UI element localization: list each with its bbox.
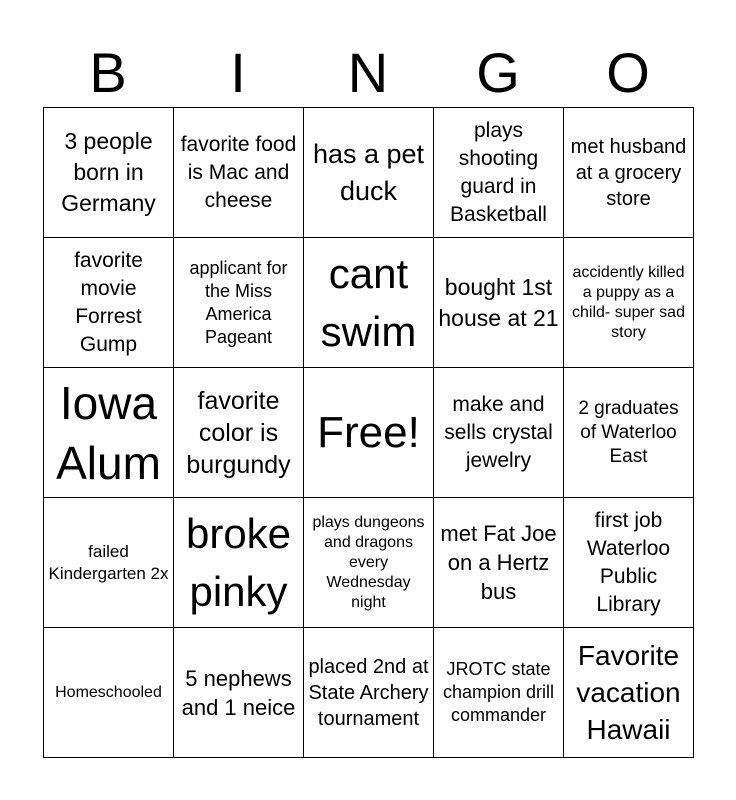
- bingo-cell-n5[interactable]: [304, 628, 434, 758]
- cell-label: Favorite vacation Hawaii: [576, 640, 681, 745]
- cell-label: favorite food is Mac and cheese: [180, 132, 297, 212]
- bingo-cell-i5[interactable]: [174, 628, 304, 758]
- bingo-cell-b4[interactable]: [44, 498, 174, 628]
- header-letter-n: N: [347, 41, 389, 104]
- cell-label: cant swim: [320, 249, 417, 355]
- cell-label: has a pet duck: [312, 138, 425, 206]
- cell-label: favorite movie Forrest Gump: [74, 248, 143, 356]
- cell-label: accidently killed a puppy as a child- super sad story: [572, 263, 685, 341]
- bingo-cell-i1[interactable]: [174, 108, 304, 238]
- header-letter-g: G: [476, 41, 520, 104]
- cell-label: plays shooting guard in Basketball: [450, 118, 547, 226]
- bingo-cell-n4[interactable]: [304, 498, 434, 628]
- bingo-cell-o3[interactable]: [564, 368, 694, 498]
- header-letter-i: I: [230, 41, 246, 104]
- cell-label: 5 nephews and 1 neice: [181, 665, 296, 720]
- cell-label: met husband at a grocery store: [570, 135, 687, 210]
- cell-label: Homeschooled: [55, 683, 162, 701]
- bingo-cell-n3[interactable]: [304, 368, 434, 498]
- bingo-cell-i2[interactable]: [174, 238, 304, 368]
- bingo-cell-n2[interactable]: [304, 238, 434, 368]
- bingo-cell-b1[interactable]: [44, 108, 174, 238]
- bingo-cell-i4[interactable]: [174, 498, 304, 628]
- bingo-cell-o4[interactable]: [564, 498, 694, 628]
- cell-label: applicant for the Miss America Pageant: [189, 257, 288, 347]
- bingo-cell-g5[interactable]: [434, 628, 564, 758]
- bingo-cell-n1[interactable]: [304, 108, 434, 238]
- bingo-cell-i3[interactable]: [174, 368, 304, 498]
- bingo-cell-o1[interactable]: [564, 108, 694, 238]
- bingo-cell-g3[interactable]: [434, 368, 564, 498]
- bingo-cell-g4[interactable]: [434, 498, 564, 628]
- cell-label: failed Kindergarten 2x: [48, 541, 169, 583]
- bingo-cell-b3[interactable]: [44, 368, 174, 498]
- header-letter-o: O: [606, 41, 650, 104]
- bingo-cell-b5[interactable]: [44, 628, 174, 758]
- bingo-cell-o2[interactable]: [564, 238, 694, 368]
- bingo-cell-g1[interactable]: [434, 108, 564, 238]
- cell-label: plays dungeons and dragons every Wednesday night: [312, 513, 425, 611]
- cell-label: JROTC state champion drill commander: [442, 659, 555, 725]
- cell-label: first job Waterloo Public Library: [586, 508, 671, 616]
- cell-label: bought 1st house at 21: [438, 273, 559, 331]
- bingo-cell-g2[interactable]: [434, 238, 564, 368]
- cell-label: placed 2nd at State Archery tournament: [308, 655, 429, 730]
- header-letter-b: B: [89, 41, 127, 104]
- cell-label: favorite color is burgundy: [186, 386, 291, 479]
- bingo-cell-b2[interactable]: [44, 238, 174, 368]
- cell-label: Iowa Alum: [56, 376, 161, 489]
- bingo-header: [43, 40, 693, 106]
- bingo-board: [43, 107, 694, 758]
- cell-label: met Fat Joe on a Hertz bus: [440, 521, 557, 604]
- cell-label: make and sells crystal jewelry: [444, 392, 553, 472]
- cell-label: broke pinky: [185, 509, 292, 615]
- bingo-cell-o5[interactable]: [564, 628, 694, 758]
- cell-label: 3 people born in Germany: [61, 128, 156, 216]
- cell-label: Free!: [317, 407, 420, 457]
- cell-label: 2 graduates of Waterloo East: [578, 397, 679, 467]
